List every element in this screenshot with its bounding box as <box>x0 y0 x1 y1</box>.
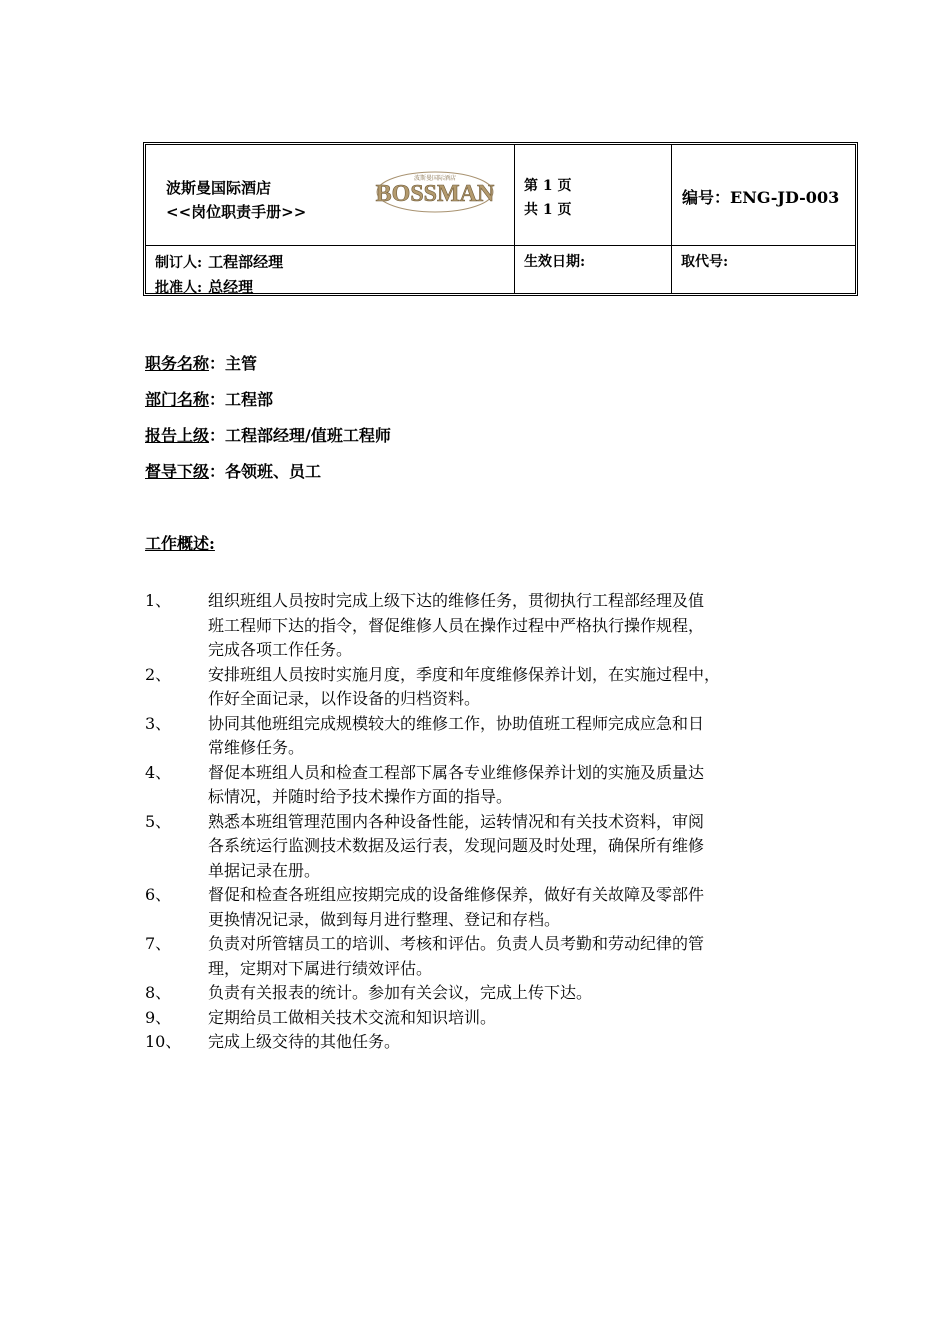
duty-text-line: 完成上级交待的其他任务。 <box>208 1032 401 1051</box>
approved-by-value: 总经理 <box>208 278 254 296</box>
replace-number-label: 取代号: <box>681 254 729 270</box>
duty-text-line: 各系统运行监测技术数据及运行表，发现问题及时处理，确保所有维修 <box>208 836 705 855</box>
info-key: 职务名称 <box>145 354 210 373</box>
duty-text-line: 负责对所管辖员工的培训、考核和评估。负责人员考勤和劳动纪律的管 <box>208 934 705 953</box>
info-department <box>145 387 273 410</box>
duty-number: 2、 <box>145 664 172 684</box>
duty-text-line: 更换情况记录，做到每月进行整理、登记和存档。 <box>208 909 561 929</box>
duty-number: 7、 <box>145 934 172 953</box>
duty-item <box>145 932 835 981</box>
duty-item <box>145 761 835 810</box>
approved-by-line <box>155 275 283 300</box>
duty-item <box>145 589 835 663</box>
page-total: 共 1 页 <box>524 202 572 218</box>
prepared-by-line <box>155 250 283 275</box>
manual-title: <<岗位职责手册>> <box>166 203 307 221</box>
document-number: 编号：ENG-JD-003 <box>682 188 840 207</box>
info-report-to <box>145 423 391 446</box>
info-value: ：工程部 <box>209 390 274 409</box>
approved-by-label: 批准人: <box>155 280 203 296</box>
duty-number: 8、 <box>145 983 172 1002</box>
duty-item <box>145 1030 835 1055</box>
page-number: 第 1 页 <box>524 178 572 194</box>
hotel-title-block <box>166 176 306 224</box>
duty-text-line: 定期给员工做相关技术交流和知识培训。 <box>208 1007 497 1027</box>
duty-text-line: 标情况，并随时给予技术操作方面的指导。 <box>208 787 513 806</box>
duty-number: 4、 <box>145 762 172 782</box>
duty-item <box>145 883 835 932</box>
duty-item <box>145 663 835 712</box>
duty-item <box>145 1006 835 1031</box>
info-value: ：各领班、员工 <box>209 462 322 481</box>
duty-text-line: 作好全面记录，以作设备的归档资料。 <box>208 689 481 708</box>
header-table <box>143 142 858 296</box>
duty-item <box>145 981 835 1006</box>
svg-text:BOSSMAN: BOSSMAN <box>375 181 495 207</box>
duty-text-line: 班工程师下达的指令，督促维修人员在操作过程中严格执行操作规程， <box>208 615 705 635</box>
duty-number: 10、 <box>145 1032 182 1051</box>
duty-text-line: 熟悉本班组管理范围内各种设备性能，运转情况和有关技术资料，审阅 <box>208 811 705 831</box>
info-key: 部门名称 <box>145 390 210 409</box>
duty-text-line: 督促本班组人员和检查工程部下属各专业维修保养计划的实施及质量达 <box>208 762 705 782</box>
author-cell <box>146 246 515 296</box>
duty-text-line: 组织班组人员按时完成上级下达的维修任务，贯彻执行工程部经理及值 <box>208 591 705 610</box>
hotel-name: 波斯曼国际酒店 <box>166 179 272 197</box>
duty-text-line: 单据记录在册。 <box>208 860 321 880</box>
duty-text-line: 安排班组人员按时实施月度，季度和年度维修保养计划，在实施过程中， <box>208 664 721 684</box>
effective-date-label: 生效日期: <box>524 254 586 270</box>
duty-text-line: 负责有关报表的统计。参加有关会议，完成上传下达。 <box>208 983 593 1002</box>
duty-number: 1、 <box>145 591 172 610</box>
header-row-bottom <box>146 246 855 296</box>
duty-item <box>145 810 835 884</box>
duty-text-line: 督促和检查各班组应按期完成的设备维修保养，做好有关故障及零部件 <box>208 885 705 904</box>
duty-text-line: 理，定期对下属进行绩效评估。 <box>208 958 433 978</box>
info-value: ：工程部经理/值班工程师 <box>209 426 391 445</box>
info-position <box>145 351 257 374</box>
duty-number: 5、 <box>145 811 172 831</box>
page-info <box>524 174 572 222</box>
effective-date-cell <box>515 246 672 293</box>
duty-text-line: 常维修任务。 <box>208 738 305 757</box>
info-supervise <box>145 459 321 482</box>
svg-text:波斯曼国际酒店: 波斯曼国际酒店 <box>413 175 457 182</box>
prepared-by-value: 工程部经理 <box>208 253 284 271</box>
info-key: 督导下级 <box>145 462 210 481</box>
duty-number: 9、 <box>145 1007 172 1027</box>
duty-text-line: 完成各项工作任务。 <box>208 640 353 659</box>
page-cell <box>515 145 672 245</box>
header-row-top <box>146 145 855 246</box>
info-key: 报告上级 <box>145 426 210 445</box>
duties-list <box>145 589 835 1055</box>
docno-cell <box>672 145 855 245</box>
hotel-cell <box>146 145 515 245</box>
bossman-logo <box>366 171 504 213</box>
duty-text-line: 协同其他班组完成规模较大的维修工作，协助值班工程师完成应急和日 <box>208 713 705 733</box>
overview-title: 工作概述: <box>145 534 215 553</box>
duty-number: 3、 <box>145 713 172 733</box>
duty-number: 6、 <box>145 885 172 904</box>
replace-cell <box>672 246 855 293</box>
info-value: ：主管 <box>209 354 258 373</box>
author-block <box>155 250 283 300</box>
prepared-by-label: 制订人: <box>155 255 203 271</box>
duty-item <box>145 712 835 761</box>
